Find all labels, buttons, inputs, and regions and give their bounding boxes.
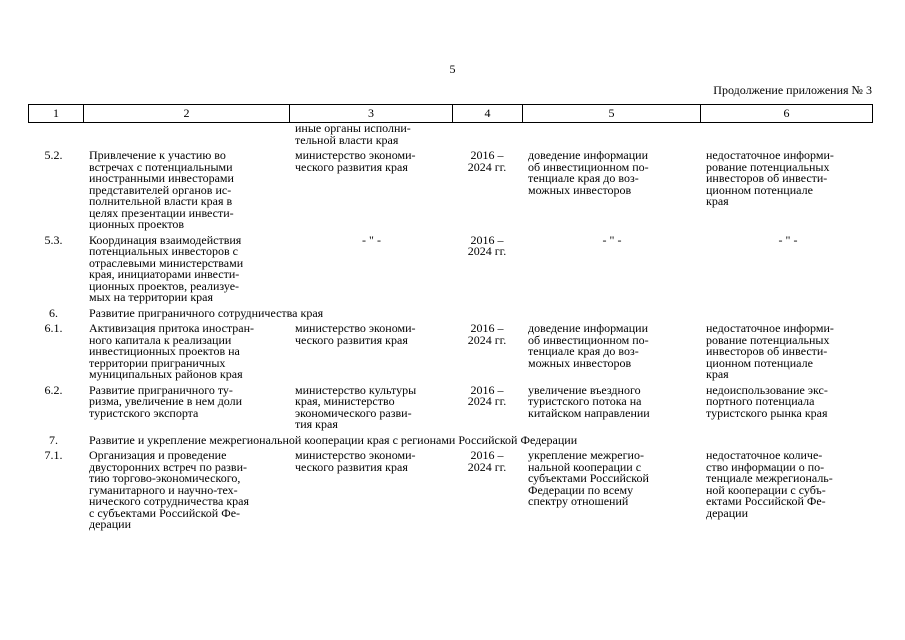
row-executor: министерство экономи- ческого развития края (295, 148, 416, 174)
row-consequence: недостаточное информи- рование потенциальных инвесторов об инвести- ционном потенциале края (706, 148, 834, 208)
row-number: 6.1. (44, 321, 63, 335)
row-measure: Организация и проведение двусторонних встреч по разви- тию торгово-экономического, гуманитарного и научно-тех- нического сотрудничества края с субъектами Российской Фе- дерации (89, 448, 250, 531)
table-row (28, 235, 872, 308)
table-row (28, 150, 872, 235)
table-row (28, 385, 872, 435)
column-header-4: 4 (453, 105, 523, 123)
row-result: доведение информации об инвестиционном по- тенциале края до воз- можных инвесторов (528, 148, 649, 197)
row-result: доведение информации об инвестиционном по- тенциале края до воз- можных инвесторов (528, 321, 649, 370)
row-consequence: недоиспользование экс- портного потенциала туристского рынка края (706, 382, 828, 420)
row-result: увеличение въездного туристского потока на китайском направлении (528, 382, 650, 420)
section-title: Развитие и укрепление межрегиональной кооперации края с регионами Российской Федерации (89, 432, 578, 447)
row-executor: министерство культуры края, министерство экономического разви- тия края (295, 382, 417, 431)
table-row (28, 450, 872, 531)
row-consequence: недостаточное количе- ство информации о по- тенциале межрегиональ- ной кооперации с субъ- ектами Российской Фе- дерации (706, 448, 833, 520)
row-period: 2016 – 2024 гг. (467, 232, 507, 258)
row-measure: Привлечение к участию во встречах с потенциальными иностранными инвесторами представителей органов ис- полнительной власти края в целях презентации инвести- ционных проектов (89, 148, 234, 231)
row-executor: министерство экономи- ческого развития края (295, 448, 416, 474)
row-executor: министерство экономи- ческого развития края (295, 321, 416, 347)
row-consequence: - " - (778, 232, 798, 247)
row-measure: Активизация притока иностран- ного капитала к реализации инвестиционных проектов на территории приграничных муниципальных районов края (89, 321, 255, 381)
carryover-executor: иные органы исполни- тельной власти края (295, 121, 411, 147)
row-executor: - " - (362, 232, 381, 247)
row-period: 2016 – 2024 гг. (467, 148, 507, 174)
row-result: - " - (602, 232, 622, 247)
section-number: 7. (49, 432, 58, 447)
column-header-6: 6 (701, 105, 873, 123)
page-number: 5 (449, 62, 456, 76)
row-period: 2016 – 2024 гг. (467, 321, 507, 347)
row-number: 5.2. (44, 148, 63, 162)
table-row-carryover (28, 123, 872, 150)
column-header-2: 2 (84, 105, 290, 123)
row-measure: Координация взаимодействия потенциальных инвесторов с отраслевыми министерствами края, инициаторами инвести- ционных проектов, реализуе- мых на территории края (89, 232, 244, 304)
column-header-row (29, 105, 873, 123)
row-period: 2016 – 2024 гг. (467, 448, 507, 474)
table-row (28, 323, 872, 385)
section-title: Развитие приграничного сотрудничества края (89, 305, 324, 320)
row-result: укрепление межрегио- нальной кооперации с субъектами Российской Федерации по всему спектру отношений (528, 448, 649, 508)
row-measure: Развитие приграничного ту- ризма, увеличение в нем доли туристского экспорта (89, 382, 243, 420)
column-header-1: 1 (29, 105, 84, 123)
continuation-label: Продолжение приложения № 3 (713, 83, 872, 97)
column-header-3: 3 (290, 105, 453, 123)
row-number: 7.1. (44, 448, 63, 462)
row-number: 6.2. (44, 382, 63, 397)
section-number: 6. (49, 305, 58, 320)
column-header-table (28, 104, 873, 123)
column-header-5: 5 (523, 105, 701, 123)
measures-table (28, 123, 872, 531)
row-number: 5.3. (44, 232, 63, 247)
row-period: 2016 – 2024 гг. (467, 382, 507, 408)
row-consequence: недостаточное информи- рование потенциальных инвесторов об инвести- ционном потенциале края (706, 321, 834, 381)
